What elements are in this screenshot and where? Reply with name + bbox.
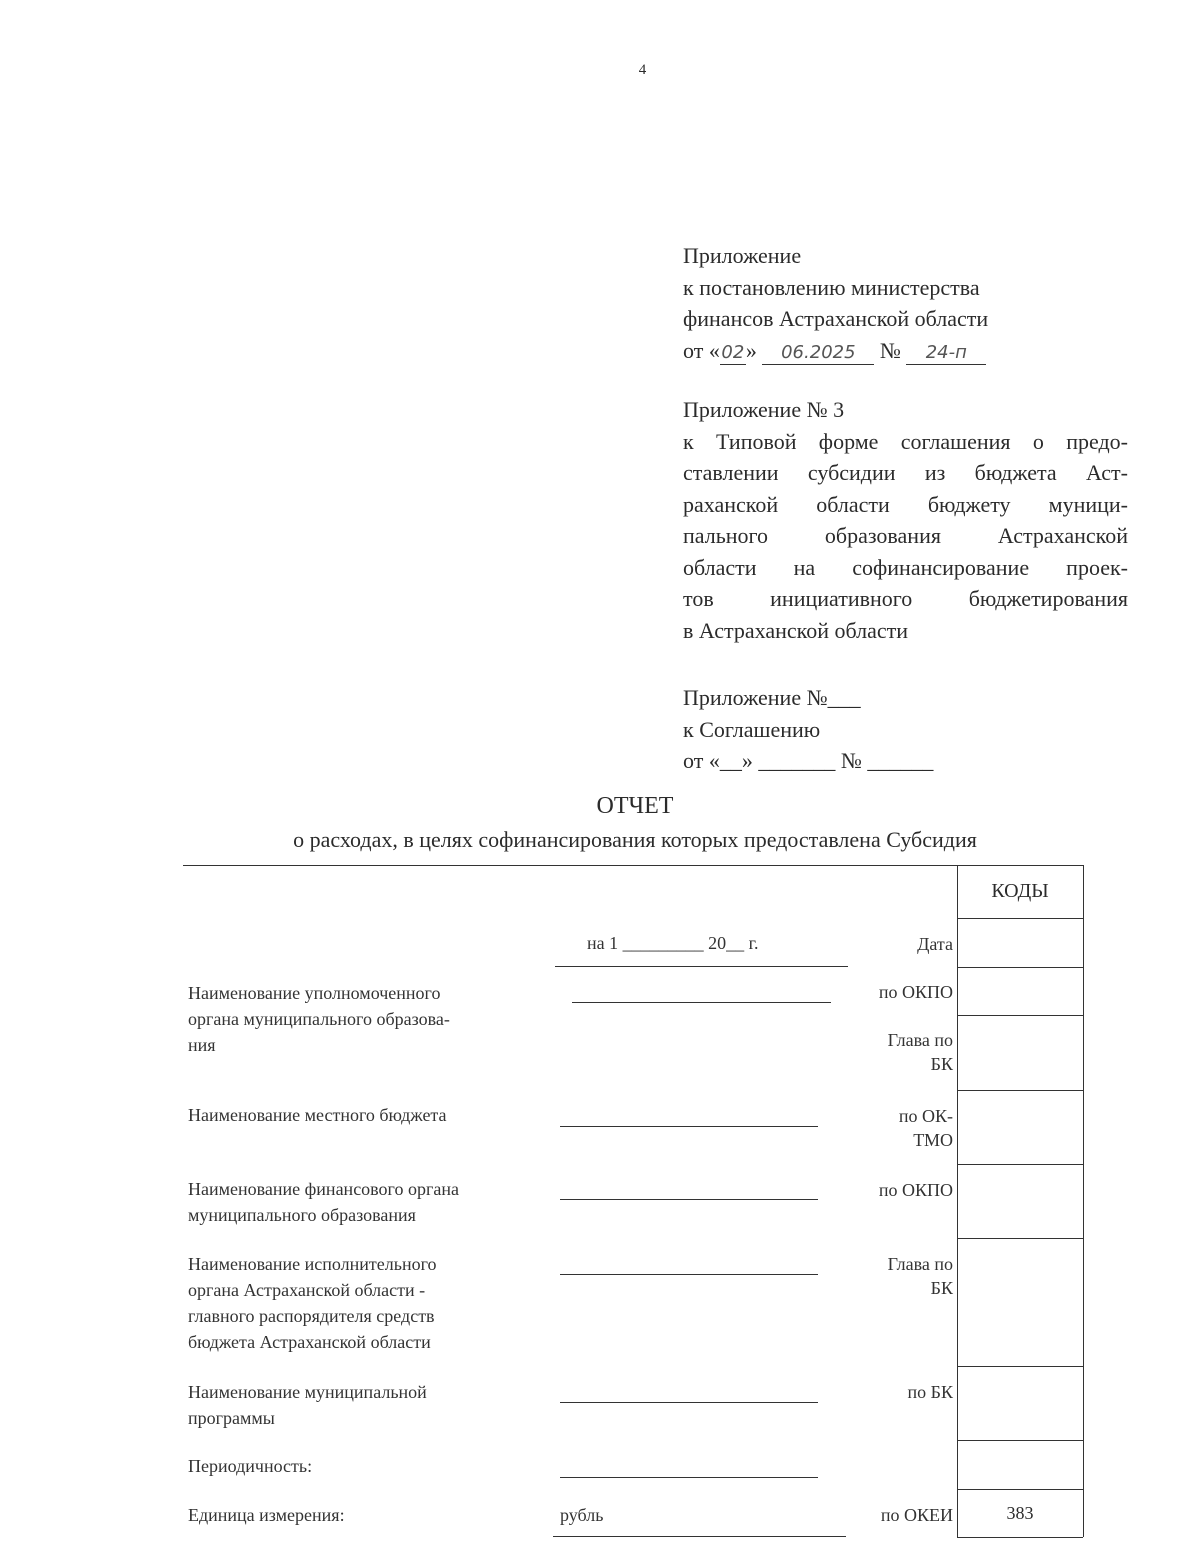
codes-bottom-border — [957, 1537, 1083, 1538]
appendix3-line: к Типовой форме соглашения о предо- — [683, 428, 1128, 454]
date-mid: » — [745, 337, 757, 363]
codes-header: КОДЫ — [991, 880, 1049, 902]
appendix3-title: Приложение № 3 — [683, 397, 845, 422]
form-top-border — [183, 865, 1084, 866]
appendix3-block — [683, 394, 1128, 646]
codes-divider — [957, 1366, 1083, 1367]
report-subtitle: о расходах, в целях софинансирования которых предоставлена Субсидия — [293, 827, 977, 852]
report-date-field: на 1 _________ 20__ г. — [587, 933, 759, 953]
report-title: ОТЧЕТ — [596, 793, 674, 819]
appendix-date-line — [683, 335, 1128, 367]
date-day-handwritten: 02 — [721, 341, 745, 363]
date-underline — [555, 966, 848, 967]
appendix3-line: в Астраханской области — [683, 617, 909, 643]
agreement-line-3: от «__» _______ № ______ — [683, 748, 934, 773]
agreement-block — [683, 682, 1128, 777]
appendix-title: Приложение — [683, 243, 802, 268]
municipal-program-field[interactable] — [560, 1402, 818, 1403]
executive-body-field[interactable] — [560, 1274, 818, 1275]
glava-bk-label: Глава по БК — [887, 1030, 953, 1074]
okei-code-label: по ОКЕИ — [880, 1505, 953, 1525]
codes-divider — [957, 967, 1083, 968]
codes-left-border — [957, 865, 958, 1537]
date-prefix: от « — [683, 337, 720, 363]
local-budget-label: Наименование местного бюджета — [188, 1105, 447, 1125]
periodicity-field[interactable] — [560, 1477, 818, 1478]
codes-divider — [957, 1015, 1083, 1016]
appendix-line-2: к постановлению министерства — [683, 274, 980, 300]
codes-divider — [957, 918, 1083, 919]
appendix3-line: тов инициативного бюджетирования — [683, 586, 1128, 611]
date-monthyear-handwritten: 06.2025 — [762, 342, 874, 365]
finance-body-label: Наименование финансового органа муниципального образования — [188, 1179, 459, 1225]
codes-divider — [957, 1238, 1083, 1239]
unit-label: Единица измерения: — [188, 1505, 345, 1525]
agreement-title: Приложение №___ — [683, 685, 861, 710]
oktmo-code-label: по ОК- ТМО — [898, 1106, 953, 1150]
page-number: 4 — [638, 62, 647, 78]
appendix3-line: ставлении субсидии из бюджета Аст- — [683, 460, 1128, 485]
appendix3-line: раханской области бюджету муници- — [683, 491, 1128, 517]
number-sign: № — [879, 337, 901, 363]
codes-divider — [957, 1090, 1083, 1091]
okpo-code-label-2: по ОКПО — [878, 1180, 953, 1200]
municipal-program-label: Наименование муниципальной программы — [188, 1382, 427, 1428]
codes-divider — [957, 1489, 1083, 1490]
glava-bk-label-2: Глава по БК — [887, 1254, 953, 1298]
okpo-code-label: по ОКПО — [878, 982, 953, 1002]
authorized-body-label: Наименование уполномоченного органа муниципального образова- ния — [188, 983, 450, 1055]
appendix3-line: пального образования Астраханской — [683, 523, 1128, 548]
local-budget-field[interactable] — [560, 1126, 818, 1127]
codes-right-border — [1083, 865, 1084, 1537]
executive-body-label: Наименование исполнительного органа Астраханской области - главного распорядителя средств бюджета Астраханской области — [188, 1254, 437, 1352]
finance-body-field[interactable] — [560, 1199, 818, 1200]
periodicity-label: Периодичность: — [188, 1456, 313, 1476]
appendix-block — [683, 240, 1128, 366]
unit-value: рубль — [560, 1505, 604, 1525]
codes-divider — [957, 1440, 1083, 1441]
codes-divider — [957, 1164, 1083, 1165]
agreement-line-2: к Соглашению — [683, 716, 821, 742]
okei-code-value: 383 — [1006, 1503, 1034, 1523]
date-code-label: Дата — [917, 934, 953, 954]
appendix3-line: области на софинансирование проек- — [683, 554, 1128, 580]
unit-underline — [553, 1536, 846, 1537]
appendix-line-3: финансов Астраханской области — [683, 306, 989, 331]
number-handwritten: 24-п — [906, 342, 986, 365]
authorized-body-field[interactable] — [572, 1002, 831, 1003]
bk-code-label: по БК — [907, 1382, 953, 1402]
